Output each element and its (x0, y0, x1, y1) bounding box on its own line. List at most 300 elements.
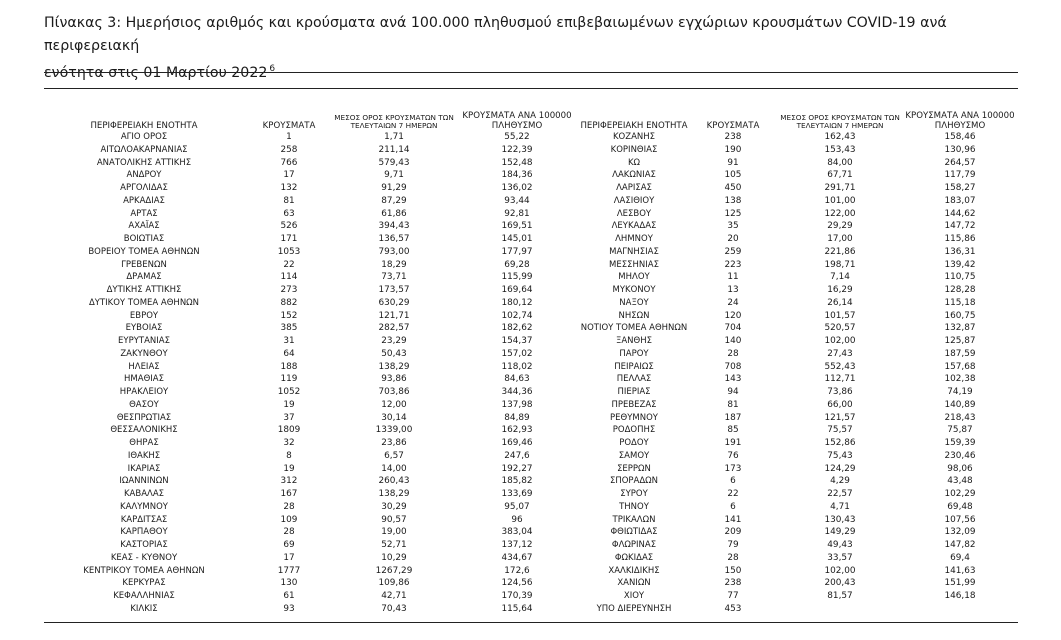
cell-left-unit: ΑΙΤΩΛΟΑΚΑΡΝΑΝΙΑΣ (100, 144, 188, 155)
cell-right-unit: ΚΟΖΑΝΗΣ (612, 132, 656, 142)
cell-left-per100k: 434,67 (501, 552, 533, 563)
cell-left-unit: ΙΚΑΡΙΑΣ (127, 463, 161, 474)
cell-left-per100k: 133,69 (501, 489, 533, 499)
cell-right-per100k: 230,46 (944, 450, 976, 461)
cell-right-avg7: 4,29 (830, 476, 850, 487)
cell-right-per100k: 102,38 (944, 374, 976, 385)
cell-right-cases: 708 (724, 361, 742, 372)
cell-left-unit: ΚΑΛΥΜΝΟΥ (120, 501, 168, 512)
cell-left-unit: ΚΑΡΠΑΘΟΥ (120, 527, 168, 538)
cell-right-per100k: 264,57 (944, 157, 976, 168)
cell-right-per100k: 183,07 (944, 195, 976, 206)
cell-left-per100k: 182,62 (501, 323, 533, 334)
cell-right-avg7: 200,43 (824, 578, 856, 589)
cell-right-per100k: 140,89 (944, 399, 976, 410)
cell-left-avg7: 1267,29 (375, 565, 413, 576)
cell-right-unit: ΣΠΟΡΑΔΩΝ (609, 476, 659, 487)
cell-right-cases: 105 (724, 170, 742, 181)
cell-right-avg7: 101,00 (824, 195, 856, 206)
cell-right-unit: ΚΟΡΙΝΘΙΑΣ (610, 144, 658, 155)
cell-right-cases: 77 (727, 591, 739, 601)
cell-right-avg7: 67,71 (827, 170, 853, 181)
cell-right-unit: ΤΗΝΟΥ (619, 501, 649, 512)
cell-right-cases: 141 (724, 514, 742, 525)
cell-left-avg7: 579,43 (378, 157, 410, 168)
cell-left-unit: ΗΡΑΚΛΕΙΟΥ (119, 387, 169, 397)
cell-left-avg7: 136,57 (378, 234, 410, 244)
cell-left-per100k: 137,12 (501, 540, 533, 550)
cell-right-avg7: 17,00 (827, 234, 853, 244)
footnote-marker: 6 (269, 64, 276, 74)
header-cases-right: ΚΡΟΥΣΜΑΤΑ (706, 121, 760, 131)
cell-right-unit: ΠΕΙΡΑΙΩΣ (614, 361, 654, 372)
cell-left-cases: 17 (283, 552, 295, 563)
cell-right-avg7: 66,00 (827, 399, 853, 410)
cell-right-cases: 140 (724, 336, 742, 346)
cell-right-unit: ΡΕΘΥΜΝΟΥ (610, 412, 658, 423)
cell-right-avg7: 101,57 (824, 310, 856, 321)
cell-right-cases: 704 (724, 323, 742, 334)
cell-left-per100k: 177,97 (501, 246, 533, 257)
cell-right-avg7: 102,00 (824, 336, 856, 346)
cell-left-avg7: 12,00 (381, 399, 407, 410)
cell-right-per100k: 187,59 (944, 348, 976, 359)
cell-right-cases: 453 (724, 603, 742, 614)
cell-left-avg7: 793,00 (378, 246, 410, 257)
cell-left-avg7: 91,29 (381, 183, 407, 193)
cell-left-cases: 109 (280, 514, 298, 525)
cell-right-cases: 190 (724, 144, 742, 155)
cell-right-cases: 143 (724, 374, 742, 385)
cell-right-per100k: 141,63 (944, 565, 976, 576)
cell-left-cases: 1809 (277, 425, 301, 436)
cell-left-avg7: 703,86 (378, 387, 410, 397)
cell-left-unit: ΖΑΚΥΝΘΟΥ (120, 348, 168, 359)
cell-right-avg7: 520,57 (824, 323, 856, 334)
cell-left-unit: ΔΥΤΙΚΟΥ ΤΟΜΕΑ ΑΘΗΝΩΝ (88, 297, 200, 308)
cell-right-unit: ΣΑΜΟΥ (618, 450, 650, 461)
cell-left-unit: ΒΟΙΩΤΙΑΣ (123, 234, 165, 244)
cell-left-avg7: 50,43 (381, 348, 407, 359)
cell-left-unit: ΘΕΣΣΑΛΟΝΙΚΗΣ (110, 425, 178, 436)
cell-left-avg7: 70,43 (381, 603, 407, 614)
cell-right-avg7: 122,00 (824, 208, 856, 219)
cell-right-avg7: 75,57 (827, 425, 853, 436)
cell-left-cases: 766 (280, 157, 298, 168)
cell-left-per100k: 118,02 (501, 361, 533, 372)
cell-right-cases: 11 (727, 272, 739, 283)
cell-left-avg7: 93,86 (381, 374, 407, 385)
cell-right-cases: 223 (724, 259, 742, 270)
cell-right-avg7: 75,43 (827, 450, 853, 461)
cell-right-unit: ΦΘΙΩΤΙΔΑΣ (610, 527, 658, 538)
cell-left-cases: 130 (280, 578, 298, 589)
cell-left-per100k: 136,02 (501, 183, 533, 193)
cell-right-unit: ΞΑΝΘΗΣ (616, 336, 652, 346)
cell-left-avg7: 23,29 (381, 336, 407, 346)
bottom-rule (44, 622, 1018, 623)
cell-left-unit: ΘΗΡΑΣ (129, 438, 159, 448)
cell-right-per100k: 98,06 (947, 463, 973, 474)
cell-left-unit: ΚΙΛΚΙΣ (130, 603, 158, 614)
cell-left-cases: 258 (280, 144, 298, 155)
cell-left-per100k: 96 (511, 514, 523, 525)
cell-right-cases: 76 (727, 450, 739, 461)
cell-right-per100k: 218,43 (944, 412, 976, 423)
cell-right-cases: 120 (724, 310, 742, 321)
cell-left-per100k: 137,98 (501, 399, 533, 410)
cell-left-cases: 32 (283, 438, 295, 448)
cell-left-unit: ΕΥΒΟΙΑΣ (125, 323, 163, 334)
cell-right-cases: 91 (727, 157, 739, 168)
cell-left-unit: ΚΑΒΑΛΑΣ (123, 489, 165, 499)
cell-left-avg7: 1339,00 (375, 425, 413, 436)
cell-left-per100k: 84,89 (504, 412, 530, 423)
cell-left-avg7: 18,29 (381, 259, 407, 270)
cell-left-cases: 1053 (277, 246, 301, 257)
cell-right-avg7: 552,43 (824, 361, 856, 372)
cell-right-cases: 138 (724, 195, 742, 206)
cell-right-unit: ΜΥΚΟΝΟΥ (612, 285, 656, 295)
cell-right-cases: 125 (724, 208, 742, 219)
cell-left-cases: 1777 (277, 565, 301, 576)
cell-right-avg7: 29,29 (827, 221, 853, 232)
cell-left-unit: ΑΓΙΟ ΟΡΟΣ (120, 132, 168, 142)
caption-line-2-text: ενότητα στις 01 Μαρτίου 2022 (44, 65, 268, 81)
cell-right-per100k (902, 603, 1018, 616)
cell-left-per100k: 170,39 (501, 591, 533, 601)
cell-right-cases: 6 (730, 501, 736, 512)
cell-right-unit: ΣΕΡΡΩΝ (617, 463, 651, 474)
cell-left-cases: 8 (286, 450, 292, 461)
cell-right-avg7: 16,29 (827, 285, 853, 295)
cell-right-unit: ΛΑΡΙΣΑΣ (616, 183, 652, 193)
cell-left-unit: ΑΡΤΑΣ (130, 208, 158, 219)
cell-left-cases: 188 (280, 361, 298, 372)
cell-left-cases: 63 (283, 208, 295, 219)
cell-right-per100k: 43,48 (947, 476, 973, 487)
header-avg7-left: ΜΕΣΟΣ ΟΡΟΣ ΚΡΟΥΣΜΑΤΩΝ ΤΩΝ ΤΕΛΕΥΤΑΙΩΝ 7 ΗΜΕΡΩΝ (334, 112, 454, 131)
cell-left-avg7: 30,14 (381, 412, 407, 423)
cell-left-avg7: 109,86 (378, 578, 410, 589)
cell-left-unit: ΙΩΑΝΝΙΝΩΝ (119, 476, 169, 487)
cell-right-per100k: 144,62 (944, 208, 976, 219)
cell-right-avg7: 221,86 (824, 246, 856, 257)
cell-right-per100k: 139,42 (944, 259, 976, 270)
cell-right-unit: ΧΑΛΚΙΔΙΚΗΣ (608, 565, 660, 576)
cell-left-per100k: 247,6 (504, 450, 530, 461)
cell-left-cases: 312 (280, 476, 298, 487)
cell-left-unit: ΑΡΓΟΛΙΔΑΣ (120, 183, 168, 193)
cell-left-cases: 61 (283, 591, 295, 601)
cell-right-per100k: 107,56 (944, 514, 976, 525)
cell-left-per100k: 55,22 (504, 132, 530, 142)
cell-right-avg7: 102,00 (824, 565, 856, 576)
cell-right-cases: 35 (727, 221, 739, 232)
cell-left-per100k: 185,82 (501, 476, 533, 487)
header-cases-left: ΚΡΟΥΣΜΑΤΑ (262, 121, 316, 131)
cell-right-unit: ΧΑΝΙΩΝ (617, 578, 651, 589)
cell-right-per100k: 157,68 (944, 361, 976, 372)
cell-left-cases: 152 (280, 310, 298, 321)
cell-right-avg7: 149,29 (824, 527, 856, 538)
cell-left-per100k: 154,37 (501, 336, 533, 346)
cell-left-per100k: 192,27 (501, 463, 533, 474)
cell-right-cases: 6 (730, 476, 736, 487)
cell-left-avg7: 90,57 (381, 514, 407, 525)
cell-left-unit: ΕΒΡΟΥ (129, 310, 159, 321)
cell-right-unit: ΝΗΣΩΝ (618, 310, 650, 321)
cell-right-unit: ΝΑΞΟΥ (619, 297, 649, 308)
cell-left-per100k: 145,01 (501, 234, 533, 244)
cell-left-avg7: 173,57 (378, 285, 410, 295)
cell-left-per100k: 169,64 (501, 285, 533, 295)
header-rule (44, 88, 1018, 89)
cell-right-cases: 238 (724, 132, 742, 142)
cell-left-cases: 526 (280, 221, 298, 232)
cell-left-cases: 1052 (277, 387, 301, 397)
cell-right-unit: ΜΗΛΟΥ (618, 272, 650, 283)
cell-right-per100k: 115,18 (944, 297, 976, 308)
cell-left-unit: ΙΘΑΚΗΣ (127, 450, 161, 461)
cell-left-avg7: 23,86 (381, 438, 407, 448)
cell-right-per100k: 69,4 (950, 552, 970, 563)
cell-left-per100k: 115,64 (501, 603, 533, 614)
cell-left-avg7: 6,57 (384, 450, 404, 461)
cell-right-unit: ΠΙΕΡΙΑΣ (617, 387, 651, 397)
cell-right-unit: ΧΙΟΥ (623, 591, 645, 601)
cell-right-per100k: 146,18 (944, 591, 976, 601)
cell-left-avg7: 61,86 (381, 208, 407, 219)
cell-left-avg7: 138,29 (378, 489, 410, 499)
cell-left-per100k: 169,46 (501, 438, 533, 448)
cell-left-cases: 69 (283, 540, 295, 550)
cell-right-per100k: 136,31 (944, 246, 976, 257)
cell-right-avg7: 27,43 (827, 348, 853, 359)
cell-left-avg7: 138,29 (378, 361, 410, 372)
cell-left-unit: ΒΟΡΕΙΟΥ ΤΟΜΕΑ ΑΘΗΝΩΝ (88, 246, 200, 257)
cell-left-per100k: 95,07 (504, 501, 530, 512)
cell-right-per100k: 159,39 (944, 438, 976, 448)
cell-left-cases: 31 (283, 336, 295, 346)
cell-right-per100k: 115,86 (944, 234, 976, 244)
cell-left-per100k: 162,93 (501, 425, 533, 436)
cell-right-per100k: 147,82 (944, 540, 976, 550)
cell-right-unit: ΛΕΣΒΟΥ (616, 208, 652, 219)
cell-left-cases: 385 (280, 323, 298, 334)
header-per100k-right: ΚΡΟΥΣΜΑΤΑ ΑΝΑ 100000 ΠΛΗΘΥΣΜΟ (905, 111, 1015, 131)
cell-left-unit: ΚΕΦΑΛΛΗΝΙΑΣ (113, 591, 175, 601)
cell-left-cases: 19 (283, 399, 295, 410)
cell-right-per100k: 158,46 (944, 132, 976, 142)
cell-left-cases: 17 (283, 170, 295, 181)
cell-right-per100k: 130,96 (944, 144, 976, 155)
cell-left-cases: 19 (283, 463, 295, 474)
header-per100k-left: ΚΡΟΥΣΜΑΤΑ ΑΝΑ 100000 ΠΛΗΘΥΣΜΟ (462, 111, 572, 131)
cell-left-avg7: 87,29 (381, 195, 407, 206)
cell-right-avg7: 121,57 (824, 412, 856, 423)
cell-right-unit: ΠΑΡΟΥ (619, 348, 649, 359)
cell-left-cases: 22 (283, 259, 295, 270)
cell-left-unit: ΚΑΣΤΟΡΙΑΣ (120, 540, 168, 550)
cell-left-per100k: 102,74 (501, 310, 533, 321)
cell-left-avg7: 73,71 (381, 272, 407, 283)
cell-right-cases: 28 (727, 348, 739, 359)
cell-right-cases: 81 (727, 399, 739, 410)
cell-right-cases: 259 (724, 246, 742, 257)
cell-right-per100k: 110,75 (944, 272, 976, 283)
cell-left-unit: ΚΕΝΤΡΙΚΟΥ ΤΟΜΕΑ ΑΘΗΝΩΝ (83, 565, 205, 576)
cell-left-per100k: 184,36 (501, 170, 533, 181)
cell-left-per100k: 344,36 (501, 387, 533, 397)
cell-left-per100k: 115,99 (501, 272, 533, 283)
cell-left-avg7: 260,43 (378, 476, 410, 487)
cell-right-cases: 173 (724, 463, 742, 474)
cell-left-unit: ΘΕΣΠΡΩΤΙΑΣ (116, 412, 172, 423)
cell-right-avg7: 153,43 (824, 144, 856, 155)
cell-right-per100k: 74,19 (947, 387, 973, 397)
cell-right-per100k: 158,27 (944, 183, 976, 193)
cell-right-cases: 191 (724, 438, 742, 448)
cell-left-per100k: 93,44 (504, 195, 530, 206)
cell-left-avg7: 394,43 (378, 221, 410, 232)
cell-right-cases: 238 (724, 578, 742, 589)
cell-right-unit: ΜΑΓΝΗΣΙΑΣ (609, 246, 659, 257)
cell-left-per100k: 172,6 (504, 565, 530, 576)
cell-right-avg7: 162,43 (824, 132, 856, 142)
cell-right-avg7 (778, 603, 902, 616)
cell-right-cases: 187 (724, 412, 742, 423)
cell-left-unit: ΑΡΚΑΔΙΑΣ (123, 195, 165, 206)
cell-left-unit: ΔΡΑΜΑΣ (126, 272, 162, 283)
cell-right-per100k: 69,48 (947, 501, 973, 512)
cell-right-unit: ΛΕΥΚΑΔΑΣ (611, 221, 657, 232)
cell-right-avg7: 26,14 (827, 297, 853, 308)
cell-left-unit: ΚΕΑΣ - ΚΥΘΝΟΥ (110, 552, 178, 563)
cell-right-avg7: 33,57 (827, 552, 853, 563)
cell-right-unit: ΛΗΜΝΟΥ (615, 234, 653, 244)
cell-right-avg7: 7,14 (830, 272, 850, 283)
cell-right-per100k: 125,87 (944, 336, 976, 346)
cell-right-avg7: 130,43 (824, 514, 856, 525)
cell-left-cases: 171 (280, 234, 298, 244)
cell-left-per100k: 383,04 (501, 527, 533, 538)
cell-right-unit: ΛΑΣΙΘΙΟΥ (613, 195, 655, 206)
cell-left-unit: ΕΥΡΥΤΑΝΙΑΣ (118, 336, 170, 346)
cell-left-unit: ΘΑΣΟΥ (129, 399, 159, 410)
cell-right-cases: 450 (724, 183, 742, 193)
cell-left-unit: ΑΝΔΡΟΥ (126, 170, 162, 181)
cell-right-avg7: 152,86 (824, 438, 856, 448)
cell-right-unit: ΛΑΚΩΝΙΑΣ (612, 170, 656, 181)
cell-right-cases: 209 (724, 527, 742, 538)
cell-left-per100k: 169,51 (501, 221, 533, 232)
cell-right-unit: ΝΟΤΙΟΥ ΤΟΜΕΑ ΑΘΗΝΩΝ (580, 323, 688, 334)
cell-right-cases: 24 (727, 297, 739, 308)
cell-left-cases: 119 (280, 374, 298, 385)
cell-right-unit: ΠΡΕΒΕΖΑΣ (611, 399, 657, 410)
cell-right-cases: 20 (727, 234, 739, 244)
cell-left-per100k: 92,81 (504, 208, 530, 219)
cell-left-unit: ΑΧΑΪΑΣ (128, 221, 160, 232)
cell-right-per100k: 132,09 (944, 527, 976, 538)
cell-right-per100k: 147,72 (944, 221, 976, 232)
cell-left-avg7: 14,00 (381, 463, 407, 474)
cell-right-per100k: 75,87 (947, 425, 973, 436)
cell-right-cases: 85 (727, 425, 739, 436)
cell-right-per100k: 160,75 (944, 310, 976, 321)
cell-left-unit: ΚΕΡΚΥΡΑΣ (122, 578, 166, 589)
cell-left-per100k: 122,39 (501, 144, 533, 155)
cell-left-per100k: 124,56 (501, 578, 533, 589)
cell-left-unit: ΗΜΑΘΙΑΣ (124, 374, 164, 385)
cell-right-unit: ΤΡΙΚΑΛΩΝ (612, 514, 656, 525)
cell-right-unit: ΠΕΛΛΑΣ (616, 374, 652, 385)
cell-right-cases: 79 (727, 540, 739, 550)
cell-left-cases: 64 (283, 348, 295, 359)
header-unit-left: ΠΕΡΙΦΕΡΕΙΑΚΗ ΕΝΟΤΗΤΑ (90, 121, 198, 131)
cases-table (44, 105, 1018, 616)
cell-left-avg7: 211,14 (378, 144, 410, 155)
cell-right-avg7: 73,86 (827, 387, 853, 397)
cell-left-avg7: 121,71 (378, 310, 410, 321)
cell-left-cases: 114 (280, 272, 298, 283)
top-rule (44, 72, 1018, 73)
cell-left-per100k: 84,63 (504, 374, 530, 385)
cell-right-unit: ΣΥΡΟΥ (620, 489, 648, 499)
cell-left-avg7: 19,00 (381, 527, 407, 538)
cell-right-cases: 94 (727, 387, 739, 397)
cell-left-unit: ΗΛΕΙΑΣ (128, 361, 160, 372)
cell-left-per100k: 157,02 (501, 348, 533, 359)
cell-right-per100k: 151,99 (944, 578, 976, 589)
cell-right-avg7: 81,57 (827, 591, 853, 601)
cell-left-unit: ΚΑΡΔΙΤΣΑΣ (120, 514, 168, 525)
cell-left-per100k: 180,12 (501, 297, 533, 308)
cell-right-per100k: 117,79 (944, 170, 976, 181)
cell-right-per100k: 128,28 (944, 285, 976, 295)
header-avg7-right: ΜΕΣΟΣ ΟΡΟΣ ΚΡΟΥΣΜΑΤΩΝ ΤΩΝ ΤΕΛΕΥΤΑΙΩΝ 7 ΗΜΕΡΩΝ (780, 112, 900, 131)
cell-right-unit: ΚΩ (627, 157, 641, 168)
cell-left-avg7: 282,57 (378, 323, 410, 334)
cell-left-avg7: 1,71 (384, 132, 404, 142)
cell-left-avg7: 10,29 (381, 552, 407, 563)
cell-right-avg7: 124,29 (824, 463, 856, 474)
cell-right-unit: ΜΕΣΣΗΝΙΑΣ (609, 259, 659, 270)
cell-left-cases: 882 (280, 297, 298, 308)
cell-right-unit: ΥΠΟ ΔΙΕΡΕΥΝΗΣΗ (596, 603, 672, 614)
cell-left-cases: 28 (283, 501, 295, 512)
cell-left-avg7: 42,71 (381, 591, 407, 601)
cell-left-cases: 37 (283, 412, 295, 423)
cell-right-unit: ΡΟΔΟΥ (619, 438, 649, 448)
cell-left-cases: 81 (283, 195, 295, 206)
cell-left-unit: ΑΝΑΤΟΛΙΚΗΣ ΑΤΤΙΚΗΣ (96, 157, 192, 168)
cell-left-unit: ΔΥΤΙΚΗΣ ΑΤΤΙΚΗΣ (106, 285, 182, 295)
cell-right-unit: ΡΟΔΟΠΗΣ (612, 425, 656, 436)
cell-left-per100k: 69,28 (504, 259, 530, 270)
cell-left-unit: ΓΡΕΒΕΝΩΝ (121, 259, 167, 270)
cell-right-avg7: 49,43 (827, 540, 853, 550)
cell-right-cases: 22 (727, 489, 739, 499)
cell-right-cases: 150 (724, 565, 742, 576)
cell-left-avg7: 9,71 (384, 170, 404, 181)
cell-right-avg7: 291,71 (824, 183, 856, 193)
table-caption (44, 12, 1024, 85)
caption-line-1: Πίνακας 3: Ημερήσιος αριθμός και κρούσματα ανά 100.000 πληθυσμού επιβεβαιωμένων εγχώριων κρουσμάτων COVID-19 ανά περιφερειακή (44, 15, 947, 54)
cell-right-cases: 28 (727, 552, 739, 563)
cell-right-unit: ΦΩΚΙΔΑΣ (614, 552, 654, 563)
